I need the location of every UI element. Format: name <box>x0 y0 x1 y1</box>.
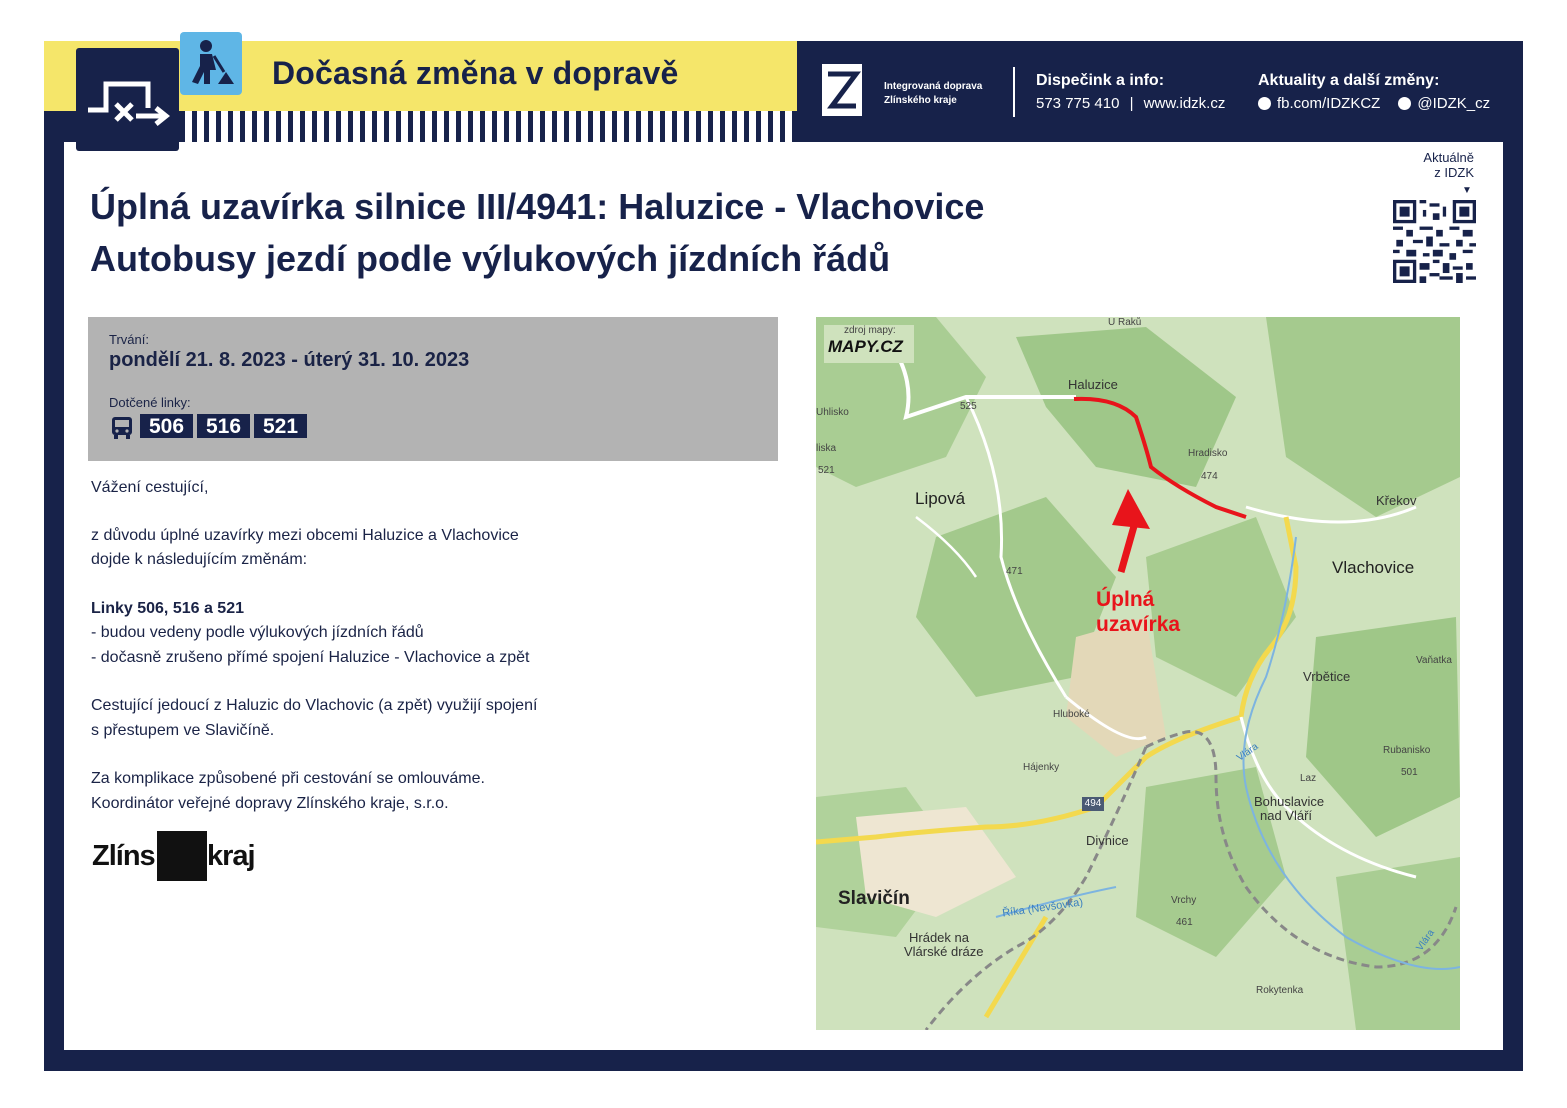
paragraph-3-line1: Za komplikace způsobené při cestování se omlouváme. <box>91 770 485 787</box>
header-title: Dočasná změna v dopravě <box>272 55 679 91</box>
place-krekov: Křekov <box>1376 493 1417 508</box>
place-divnice: Divnice <box>1086 833 1129 848</box>
place-vrchy: Vrchy <box>1171 895 1197 906</box>
place-vlara-2: Vlára <box>1414 927 1437 954</box>
place-vlara: Vlára <box>1234 741 1261 764</box>
place-471: 471 <box>1006 566 1023 577</box>
place-rokytenka: Rokytenka <box>1256 985 1304 996</box>
line-badge-506: 506 <box>140 414 193 438</box>
place-bohuslavice-2: nad Vláří <box>1260 808 1313 823</box>
dispatch-phone[interactable]: 573 775 410 <box>1036 95 1120 112</box>
news-heading: Aktuality a další změny: <box>1258 72 1440 89</box>
duration-label: Trvání: <box>109 332 149 347</box>
qr-code[interactable] <box>1393 200 1476 283</box>
place-uhlisko: Uhlisko <box>816 407 849 418</box>
facebook-icon <box>1258 97 1271 110</box>
place-461: 461 <box>1176 917 1193 928</box>
place-525: 525 <box>960 401 977 412</box>
closure-label: Úplná uzavírka <box>1096 588 1181 636</box>
duration-value: pondělí 21. 8. 2023 - úterý 31. 10. 2023 <box>109 349 470 371</box>
place-vlachovice: Vlachovice <box>1332 558 1415 577</box>
header-divider <box>1013 67 1015 117</box>
social-links <box>1258 95 1490 112</box>
place-laz: Laz <box>1300 773 1317 784</box>
place-hradek-2: Vlárské dráze <box>904 944 984 959</box>
dispatch-web-link[interactable]: www.idzk.cz <box>1143 95 1226 112</box>
place-haluzice: Haluzice <box>1068 377 1118 392</box>
lines-label: Dotčené linky: <box>109 395 191 410</box>
lines-heading: Linky 506, 516 a 521 <box>91 600 244 617</box>
place-501: 501 <box>1401 767 1418 778</box>
header-stripes <box>180 111 797 142</box>
place-hluboke: Hluboké <box>1053 709 1090 720</box>
place-hajenky: Hájenky <box>1023 762 1060 773</box>
region-logo-right: kraj <box>207 840 255 872</box>
idzk-logo-icon <box>822 64 862 116</box>
operator-name: Integrovaná doprava Zlínského kraje <box>884 81 983 106</box>
greeting: Vážení cestující, <box>91 479 209 496</box>
place-521: 521 <box>818 465 835 476</box>
paragraph-1-line2: dojde k následujícím změnám: <box>91 551 308 568</box>
place-liska: liska <box>816 443 837 454</box>
dispatch-heading: Dispečink a info: <box>1036 72 1165 89</box>
region-logo-mark <box>157 831 207 881</box>
place-bohuslavice-1: Bohuslavice <box>1254 794 1325 809</box>
place-474: 474 <box>1201 471 1218 482</box>
qr-arrow-icon: ▼ <box>1462 185 1472 196</box>
bus-icon <box>109 415 135 441</box>
qr-label: Aktuálně z IDZK <box>1423 150 1474 180</box>
place-u-raku: U Raků <box>1108 317 1142 328</box>
facebook-link[interactable]: fb.com/IDZKCZ <box>1277 95 1381 112</box>
paragraph-3-line2: Koordinátor veřejné dopravy Zlínského kraje, s.r.o. <box>91 795 449 812</box>
paragraph-2-line2: s přestupem ve Slavičíně. <box>91 722 275 739</box>
twitter-link[interactable]: @IDZK_cz <box>1417 95 1491 112</box>
bullet-1: - budou vedeny podle výlukových jízdních řádů <box>91 624 424 641</box>
road-494-badge: 494 <box>1082 797 1104 811</box>
place-slavicin: Slavičín <box>838 888 910 909</box>
line-badge-521: 521 <box>254 414 307 438</box>
line-badge-516: 516 <box>197 414 250 438</box>
notice-title-line2: Autobusy jezdí podle výlukových jízdních řádů <box>90 238 891 279</box>
place-hradisko: Hradisko <box>1188 448 1228 459</box>
paragraph-2-line1: Cestující jedoucí z Haluzic do Vlachovic (a zpět) využijí spojení <box>91 697 538 714</box>
closure-map[interactable] <box>816 317 1460 1030</box>
paragraph-1-line1: z důvodu úplné uzavírky mezi obcemi Haluzice a Vlachovice <box>91 527 519 544</box>
notice-title-line1: Úplná uzavírka silnice III/4941: Haluzice - Vlachovice <box>90 186 985 227</box>
detour-logo-icon <box>76 48 179 151</box>
map-source-label: zdroj mapy: <box>844 325 896 336</box>
info-box <box>88 317 778 461</box>
place-lipova: Lipová <box>915 489 966 508</box>
place-rubanisko: Rubanisko <box>1383 745 1431 756</box>
mapy-cz-logo: MAPY.CZ <box>828 337 903 356</box>
place-vrbetice: Vrbětice <box>1303 669 1351 684</box>
bullet-2: - dočasně zrušeno přímé spojení Haluzice - Vlachovice a zpět <box>91 649 530 666</box>
road-works-icon <box>180 32 242 95</box>
region-logo-left: Zlíns <box>92 840 155 872</box>
map-graphics <box>816 317 1460 1030</box>
place-vanatka: Vaňatka <box>1416 655 1452 666</box>
dispatch-contacts: 573 775 410 | www.idzk.cz <box>1036 95 1226 112</box>
twitter-icon <box>1398 97 1411 110</box>
place-hradek-1: Hrádek na <box>909 930 969 945</box>
place-rika: Říka (Nevšovka) <box>1001 896 1084 920</box>
